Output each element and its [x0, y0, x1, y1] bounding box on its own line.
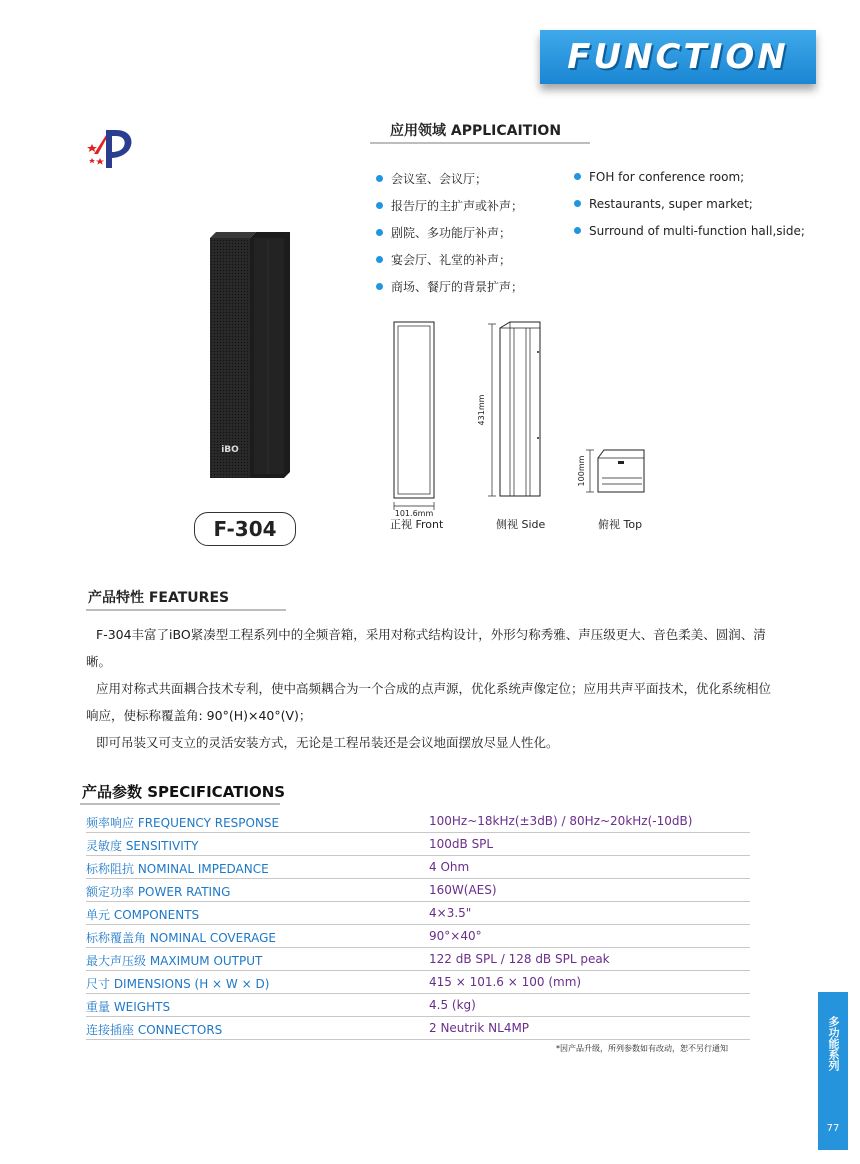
table-row	[86, 811, 750, 833]
list-item-text: Surround of multi-function hall,side;	[589, 224, 805, 238]
list-item-text: 剧院、多功能厅补声；	[391, 226, 512, 240]
table-row	[86, 1018, 750, 1040]
features-line: F-304丰富了iBO紧凑型工程系列中的全频音箱，采用对称式结构设计，外形匀称秀雅、声压级更大、音色柔美、圆润、清	[96, 627, 766, 642]
spec-label: 额定功率 POWER RATING	[86, 885, 231, 899]
features-line: 响应，使标称覆盖角: 90°(H)×40°(V)；	[86, 708, 312, 723]
depth-dimension: 100mm	[577, 455, 586, 487]
spec-label: 单元 COMPONENTS	[86, 908, 200, 922]
features-line: 晰。	[86, 654, 112, 669]
width-dimension: 101.6mm	[394, 509, 434, 518]
spec-value: 100dB SPL	[429, 837, 494, 851]
brand-logo	[86, 124, 140, 170]
top-view-label: 俯视 Top	[598, 518, 643, 531]
spec-value: 415 × 101.6 × 100 (mm)	[429, 975, 582, 989]
bullet-icon	[376, 229, 383, 236]
spec-label: 标称覆盖角 NOMINAL COVERAGE	[86, 931, 276, 945]
spec-value: 4 Ohm	[429, 860, 470, 874]
list-item	[574, 197, 753, 211]
model-name-badge: F-304	[194, 512, 296, 546]
spec-value: 4×3.5"	[429, 906, 472, 920]
table-row	[86, 880, 750, 902]
spec-label: 最大声压级 MAXIMUM OUTPUT	[86, 954, 263, 968]
height-dimension: 431mm	[477, 394, 486, 426]
banner-title: FUNCTION	[567, 37, 789, 77]
bullet-icon	[376, 256, 383, 263]
list-item	[376, 170, 487, 187]
bullet-icon	[574, 173, 581, 180]
table-row	[86, 949, 750, 971]
list-item	[376, 251, 511, 268]
list-item	[376, 278, 523, 295]
table-row	[86, 834, 750, 856]
front-view-label: 正视 Front	[390, 518, 444, 531]
list-item-text: 商场、餐厅的背景扩声；	[391, 280, 524, 294]
table-row	[86, 903, 750, 925]
spec-value: 90°×40°	[429, 929, 482, 943]
spec-value: 4.5 (kg)	[429, 998, 476, 1012]
spec-label: 标称阻抗 NOMINAL IMPEDANCE	[86, 862, 269, 876]
bullet-icon	[376, 283, 383, 290]
spec-value: 2 Neutrik NL4MP	[429, 1021, 530, 1035]
list-item	[574, 224, 805, 238]
side-view-label: 侧视 Side	[496, 518, 546, 531]
bullet-icon	[574, 200, 581, 207]
spec-label: 灵敏度 SENSITIVITY	[86, 839, 199, 853]
page-number: 77	[826, 1123, 840, 1134]
table-row	[86, 926, 750, 948]
function-banner	[540, 30, 816, 84]
heading-underline	[86, 609, 286, 611]
spec-value: 122 dB SPL / 128 dB SPL peak	[429, 952, 610, 966]
table-row	[86, 995, 750, 1017]
bullet-icon	[574, 227, 581, 234]
list-item-text: FOH for conference room;	[589, 170, 745, 184]
spec-label: 重量 WEIGHTS	[86, 1000, 171, 1014]
list-item-text: 会议室、会议厅；	[391, 172, 488, 186]
heading-underline	[370, 142, 590, 144]
specifications-table	[86, 811, 750, 1041]
speaker-brand-mark: iBO	[221, 445, 239, 455]
features-line: 应用对称式共面耦合技术专利，使中高频耦合为一个合成的点声源，优化系统声像定位；应用共声平面技术，优化系统相位	[96, 681, 772, 696]
spec-label: 尺寸 DIMENSIONS (H × W × D)	[86, 977, 270, 991]
series-label: 多功能系列	[827, 1016, 840, 1071]
features-line: 即可吊装又可支立的灵活安装方式，无论是工程吊装还是会议地面摆放尽显人性化。	[96, 735, 559, 750]
list-item	[574, 170, 744, 184]
heading-underline	[80, 803, 280, 805]
table-row	[86, 857, 750, 879]
table-row	[86, 972, 750, 994]
footnote: *因产品升级，所列参数如有改动，恕不另行通知	[556, 1044, 728, 1053]
list-item-text: 报告厅的主扩声或补声；	[391, 199, 524, 213]
bullet-icon	[376, 202, 383, 209]
bullet-icon	[376, 175, 383, 182]
list-item	[376, 224, 511, 241]
specifications-heading: 产品参数 SPECIFICATIONS	[82, 783, 286, 801]
series-side-tab	[818, 992, 848, 1150]
speaker-product-image	[210, 230, 290, 480]
list-item	[376, 197, 523, 214]
spec-value: 100Hz~18kHz(±3dB) / 80Hz~20kHz(-10dB)	[429, 814, 693, 828]
features-heading: 产品特性 FEATURES	[88, 590, 230, 606]
dimension-drawings	[380, 318, 670, 538]
spec-label: 连接插座 CONNECTORS	[86, 1023, 223, 1037]
list-item-text: 宴会厅、礼堂的补声；	[391, 253, 512, 267]
spec-label: 频率响应 FREQUENCY RESPONSE	[86, 816, 280, 830]
spec-value: 160W(AES)	[429, 883, 497, 897]
application-heading: 应用领域 APPLICAITION	[390, 123, 562, 139]
list-item-text: Restaurants, super market;	[589, 197, 753, 211]
